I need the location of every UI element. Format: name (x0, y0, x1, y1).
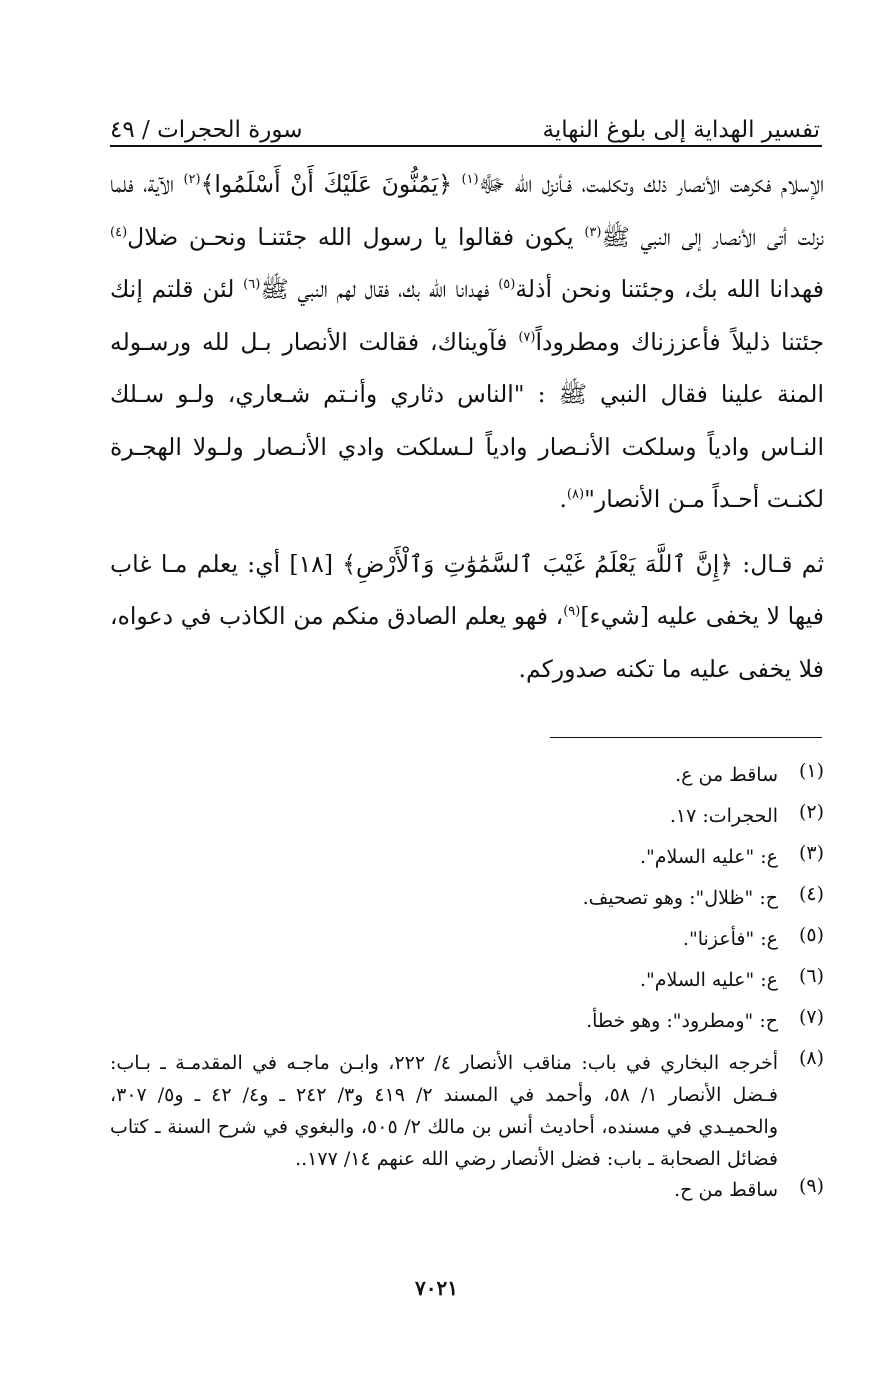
footnote-item (110, 801, 824, 842)
text-run: الإسلام فكرهت الأنصار ذلك وتكلمت، فـأنزل الله ﷻ (478, 170, 824, 198)
running-header (110, 102, 820, 142)
text-run: ، فهو يعلم الصادق منكم من الكاذب في دعواه، فلا يخفى عليه ما تكنه صدوركم. (110, 602, 824, 683)
footnote-text: ح: "ومطرود": وهو خطأ. (586, 1010, 778, 1032)
footnote-text: ع: "عليه السلام". (639, 969, 778, 991)
footnote-item (110, 1175, 824, 1216)
footnote-text: ع: "عليه السلام". (639, 846, 778, 868)
text-run: لئن قلتم إنك جئتنا ذليلاً فأعززناك ومطروداً (110, 275, 824, 356)
footnote-ref: (٢) (183, 172, 201, 188)
footnote-number: (٨) (798, 1047, 824, 1069)
footnote-ref: (٧) (518, 329, 536, 345)
footnote-text: ح: "ظلال": وهو تصحيف. (582, 887, 778, 909)
book-title: تفسير الهداية إلى بلوغ النهاية (542, 117, 820, 143)
footnote-separator (550, 737, 822, 738)
paragraph-2 (110, 538, 824, 696)
footnote-ref: (٤) (110, 224, 128, 240)
footnote-item (110, 924, 824, 965)
footnote-item (110, 883, 824, 924)
text-run: فهدانا الله بك، وجئتنا ونحن أذلة (515, 275, 824, 303)
text-run: فآويناك، فقالت الأنصار بـل لله ورسـوله المنة علينا فقال النبي ﷺ : "الناس دثاري وأنـتم شـعاري، ولـو سـلك النـاس وادياً وسلكت الأنـصار وادياً لـسلكت وادي الأنـصار ولـولا الهجـرة لكنـت أحـداً مـن الأنصار" (110, 327, 824, 513)
footnote-item (110, 760, 824, 801)
paragraph-1 (110, 158, 824, 526)
footnote-number: (٢) (798, 801, 824, 823)
footnote-item (110, 1047, 824, 1175)
main-text (110, 158, 824, 695)
text-run: . (559, 485, 567, 513)
surah-page-label: سورة الحجرات / ٤٩ (110, 117, 303, 143)
text-run: فهدانا الله بك، فقال لهم النبي ﷺ (260, 275, 499, 303)
footnote-ref: (٨) (566, 487, 585, 503)
text-run: الآية، فلما نزلت أتى الأنصار إلى النبي ﷺ (110, 170, 824, 251)
text-run: ثم قـال: ﴿إِنَّ ٱللَّهَ يَعْلَمُ غَيْبَ ٱلسَّمَٰوَٰتِ وَٱلْأَرْضِ﴾ [١٨] أي: يعلم مـا غاب فيها لا يخفى عليه [شيء] (110, 549, 824, 630)
footnote-item (110, 842, 824, 883)
footnote-number: (٦) (798, 965, 824, 987)
footnote-item (110, 965, 824, 1006)
footnote-number: (١) (798, 760, 824, 782)
footnote-ref: (١) (461, 172, 479, 188)
footnote-text: ساقط من ح. (674, 1179, 778, 1201)
footnote-text: ساقط من ع. (675, 764, 778, 786)
footnote-ref: (٦) (243, 277, 261, 293)
header-rule (110, 145, 822, 147)
footnote-text: أخرجه البخاري في باب: مناقب الأنصار ٤/ ٢٢٢، وابـن ماجـه في المقدمـة ـ بـاب: فـضل الأنصار ١/ ٥٨، وأحمد في المسند ٢/ ٤١٩ و٣/ ٢٤٢ ـ و٤/ ٤٢ ـ و٥/ ٣٠٧، والحميـدي في مسنده، أحاديث أنس بن مالك ٢/ ٥٠٥، والبغوي في شرح السنة ـ كتاب فضائل الصحابة ـ باب: فضل الأنصار رضي الله عنهم ١٤/ ١٧٧.. (110, 1052, 779, 1170)
footnote-text: ع: "فأعزنا". (682, 928, 778, 950)
footnotes-list (110, 760, 824, 1216)
footnote-text: الحجرات: ١٧. (669, 805, 778, 827)
footnote-item (110, 1006, 824, 1047)
footnote-number: (٤) (798, 883, 824, 905)
footnote-number: (٣) (798, 842, 824, 864)
footnote-number: (٧) (798, 1006, 824, 1028)
page-number: ٧٠٢١ (415, 1276, 458, 1300)
footnote-number: (٩) (798, 1175, 824, 1197)
footnote-ref: (٩) (563, 604, 581, 620)
footnote-ref: (٥) (498, 277, 516, 293)
quran-quote: ﴿يَمُنُّونَ عَلَيْكَ أَنْ أَسْلَمُوا﴾ (200, 170, 462, 198)
footnote-number: (٥) (798, 924, 824, 946)
footnote-ref: (٣) (584, 224, 602, 240)
text-run: يكون فقالوا يا رسول الله جئتنـا ونحـن ضلال (127, 222, 585, 251)
